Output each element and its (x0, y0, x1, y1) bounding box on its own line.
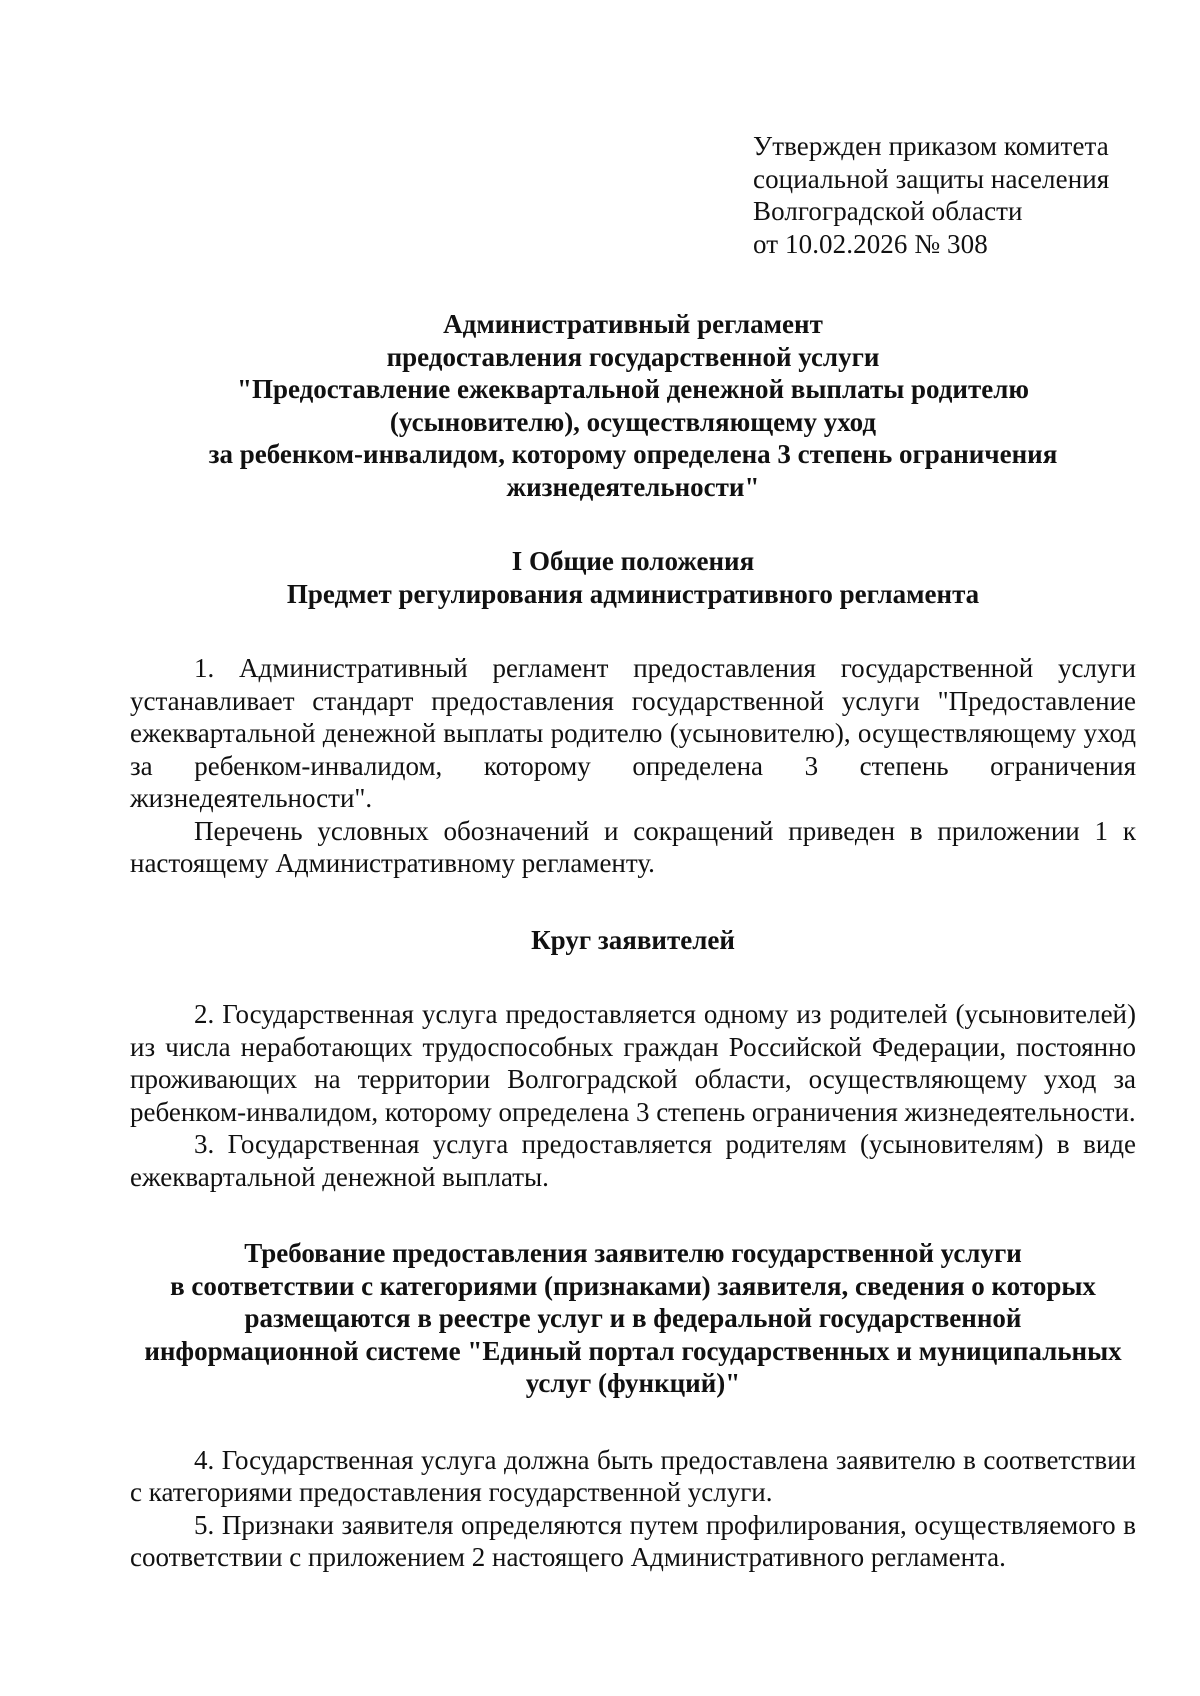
paragraph-abbreviations: Перечень условных обозначений и сокращений приведен в приложении 1 к настоящему Административному регламенту. (130, 815, 1136, 878)
approval-line: Волгоградской области (753, 196, 1023, 226)
section-heading-applicants (130, 924, 1136, 957)
approval-date: от 10.02.2026 № 308 (753, 228, 988, 259)
title-line: предоставления государственной услуги (386, 341, 880, 372)
title-line: Административный регламент (443, 309, 823, 339)
paragraph-4: 4. Государственная услуга должна быть предоставлена заявителю в соответствии с категориями предоставления государственной услуги. (130, 1444, 1136, 1507)
section-heading-requirement (130, 1237, 1136, 1400)
paragraph-5: 5. Признаки заявителя определяются путем профилирования, осуществляемого в соответствии с приложением 2 настоящего Административного регламента. (130, 1509, 1136, 1572)
heading-line: размещаются в реестре услуг и в федеральной государственной (244, 1303, 1022, 1333)
document-title (130, 308, 1136, 503)
section-subtitle: Предмет регулирования административного регламента (286, 578, 980, 609)
title-line: "Предоставление ежеквартальной денежной выплаты родителю (236, 374, 1030, 404)
heading-line: информационной системе "Единый портал государственных и муниципальных (144, 1335, 1122, 1366)
section-title: Круг заявителей (531, 924, 735, 955)
approval-stamp (753, 130, 1136, 260)
title-line: за ребенком-инвалидом, которому определена 3 степень ограничения (208, 439, 1058, 469)
heading-line: Требование предоставления заявителю государственной услуги (244, 1238, 1022, 1268)
paragraph-2: 2. Государственная услуга предоставляется одному из родителей (усыновителей) из числа неработающих трудоспособных граждан Российской Федерации, постоянно проживающих на территории Волгоградской области, осуществляющему уход за ребенком-инвалидом, которому определена 3 степень ограничения жизнедеятельности. (130, 999, 1136, 1127)
title-line: (усыновителю), осуществляющему уход (389, 406, 877, 437)
title-line: жизнедеятельности" (506, 471, 760, 502)
section-requirement-body (130, 1444, 1136, 1574)
heading-line: в соответствии с категориями (признаками) заявителя, сведения о которых (170, 1270, 1096, 1301)
paragraph-3: 3. Государственная услуга предоставляется родителям (усыновителям) в виде ежеквартальной денежной выплаты. (130, 1129, 1136, 1192)
heading-line: услуг (функций)" (525, 1368, 741, 1398)
approval-line: Утвержден приказом комитета (753, 131, 1109, 161)
approval-line: социальной защиты населения (753, 163, 1110, 194)
section-title: I Общие положения (511, 546, 755, 576)
paragraph-1: 1. Административный регламент предоставления государственной услуги устанавливает стандарт предоставления государственной услуги "Предоставление ежеквартальной денежной выплаты родителю (усыновителю), осуществляющему уход за ребенком-инвалидом, которому определена 3 степень ограничения жизнедеятельности". (130, 653, 1136, 813)
section-heading-general (130, 545, 1136, 610)
section-applicants-body (130, 998, 1136, 1193)
section-general-body (130, 652, 1136, 880)
